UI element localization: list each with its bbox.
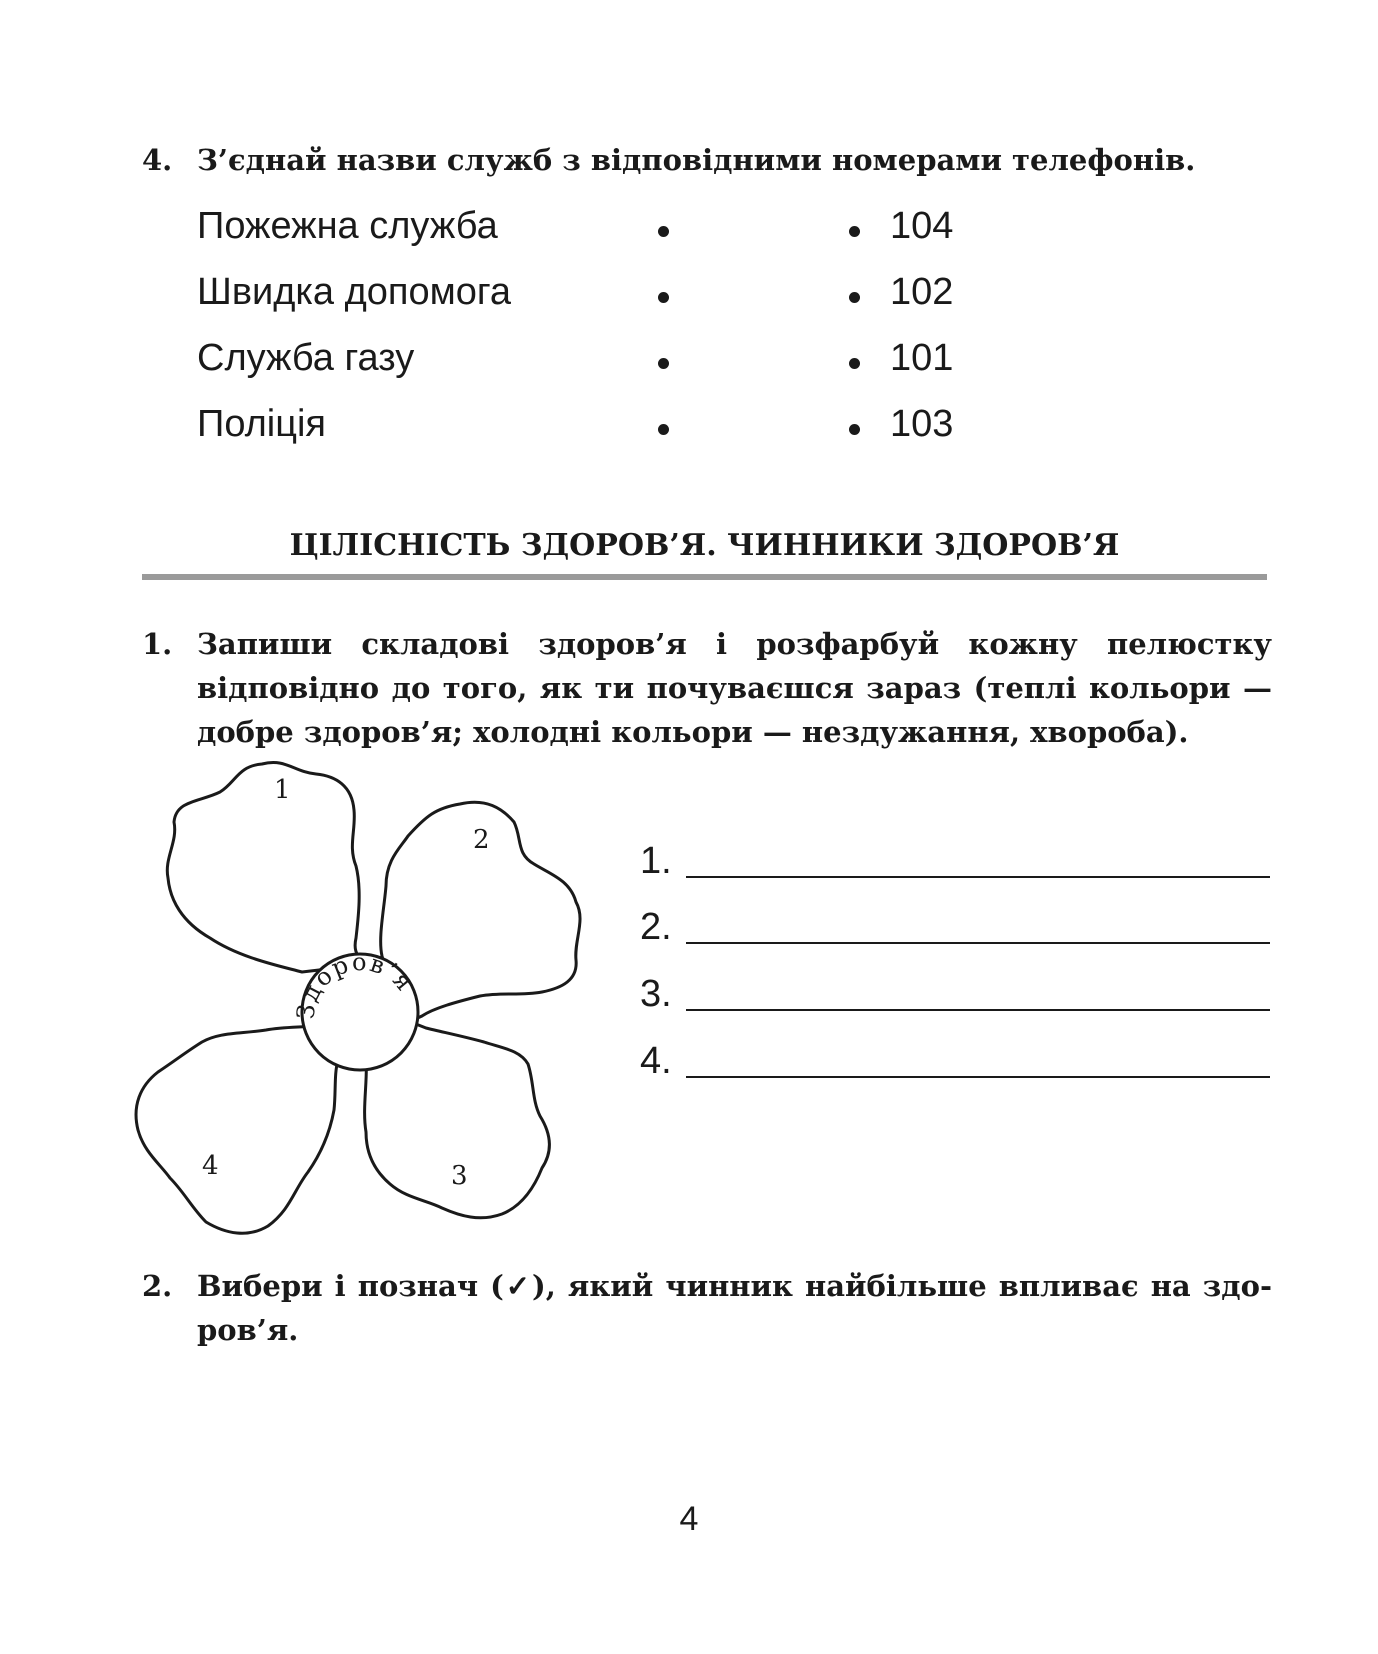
task-1-line: Запиши складові здоров’я і розфарбуй кожну пелюстку <box>197 627 1272 661</box>
petal-number: 3 <box>451 1161 468 1191</box>
phone-number: 103 <box>890 403 954 445</box>
task-1-line: відповідно до того, як ти почуваєшся зараз (теплі кольори — <box>197 671 1272 705</box>
task-2-line: ров’я. <box>197 1313 299 1347</box>
phone-number: 102 <box>890 271 954 313</box>
answer-row <box>640 1040 1270 1090</box>
answer-number: 4. <box>640 1040 672 1082</box>
answer-number: 3. <box>640 973 672 1015</box>
task-2 <box>142 1264 1272 1352</box>
answer-line[interactable] <box>686 1009 1270 1011</box>
task-2-number: 2. <box>142 1269 173 1303</box>
phone-number: 101 <box>890 337 954 379</box>
answer-line[interactable] <box>686 876 1270 878</box>
petal-number: 4 <box>202 1151 219 1181</box>
phone-dot[interactable] <box>849 424 860 435</box>
match-row <box>197 337 967 387</box>
petal-1[interactable] <box>167 763 370 972</box>
answer-row <box>640 973 1270 1023</box>
phone-dot[interactable] <box>849 358 860 369</box>
service-dot[interactable] <box>658 358 669 369</box>
answer-number: 1. <box>640 840 672 882</box>
task-1-number: 1. <box>142 627 173 661</box>
task-1 <box>142 622 1272 754</box>
task-4 <box>142 138 1272 182</box>
answer-line[interactable] <box>686 942 1270 944</box>
answer-row <box>640 840 1270 890</box>
match-row <box>197 403 967 453</box>
answer-row <box>640 906 1270 956</box>
match-row <box>197 205 967 255</box>
petal-number: 1 <box>274 775 291 805</box>
petal-number: 2 <box>473 825 490 855</box>
task-4-text: З’єднай назви служб з відповідними номерами телефонів. <box>197 143 1196 177</box>
service-name: Поліція <box>197 403 327 445</box>
page-number: 4 <box>679 1500 699 1538</box>
task-1-line: добре здоров’я; холодні кольори — нездужання, хвороба). <box>197 715 1189 749</box>
match-row <box>197 271 967 321</box>
service-dot[interactable] <box>658 292 669 303</box>
task-2-text <box>197 1264 1272 1352</box>
service-dot[interactable] <box>658 424 669 435</box>
section-divider <box>142 574 1267 580</box>
section-title: ЦІЛІСНІСТЬ ЗДОРОВ’Я. ЧИННИКИ ЗДОРОВ’Я <box>289 528 1120 563</box>
service-name: Швидка допомога <box>197 271 512 313</box>
task-4-number: 4. <box>142 143 173 177</box>
petal-4[interactable] <box>136 1024 344 1233</box>
answer-line[interactable] <box>686 1076 1270 1078</box>
task-2-line: Вибери і познач (✓), який чинник найбільше впливає на здо- <box>197 1269 1272 1303</box>
flower-diagram <box>130 760 610 1240</box>
phone-dot[interactable] <box>849 292 860 303</box>
service-dot[interactable] <box>658 226 669 237</box>
phone-dot[interactable] <box>849 226 860 237</box>
flower-center-label: Здоров’я <box>291 948 420 1021</box>
task-1-text <box>197 622 1272 754</box>
answer-number: 2. <box>640 906 672 948</box>
phone-number: 104 <box>890 205 954 247</box>
service-name: Служба газу <box>197 337 415 379</box>
service-name: Пожежна служба <box>197 205 498 247</box>
